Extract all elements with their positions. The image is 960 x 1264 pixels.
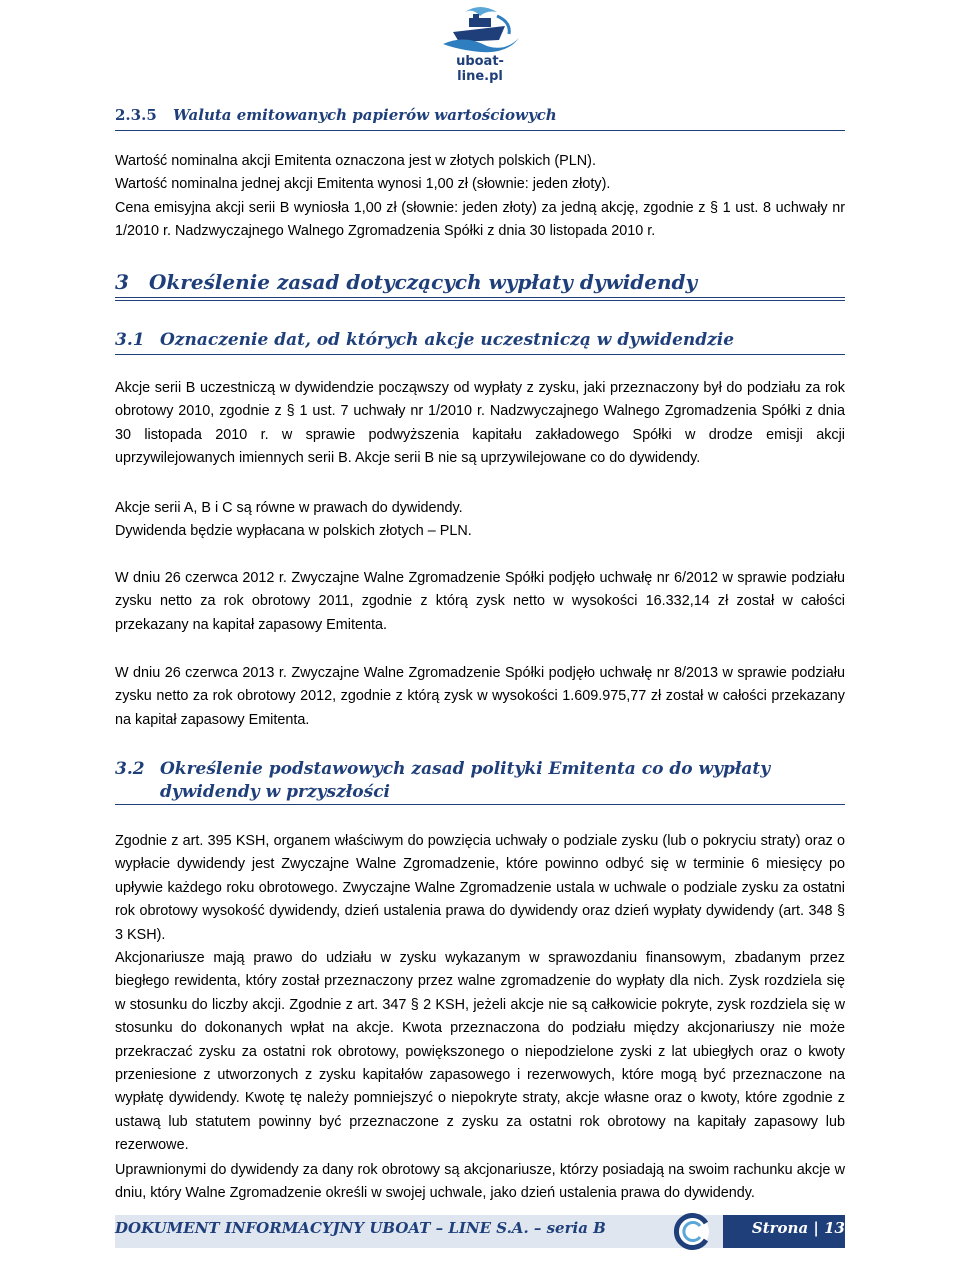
page-footer [115, 1215, 845, 1248]
chapter-number: 3 [115, 270, 129, 294]
footer-document-title: DOKUMENT INFORMACYJNY UBOAT – LINE S.A. – seria B [115, 1219, 606, 1237]
section-title: Określenie podstawowych zasad polityki Emitenta co do wypłaty dywidendy w przyszłości [160, 759, 771, 802]
footer-page-number [752, 1219, 845, 1237]
section-title: Oznaczenie dat, od których akcje uczestniczą w dywidendzie [160, 330, 735, 350]
section-number: 3.1 [115, 330, 145, 350]
ship-logo-icon [435, 4, 525, 56]
section-title: Waluta emitowanych papierów wartościowych [173, 106, 557, 124]
swirl-icon [670, 1213, 714, 1250]
paragraph-currency: Wartość nominalna akcji Emitenta oznaczona jest w złotych polskich (PLN). Wartość nominalna jednej akcji Emitenta wynosi 1,00 zł (słownie: jeden złoty). Cena emisyjna akcji serii B wyniosła 1,00 zł (słownie: jeden złoty) za jedną akcję, zgodnie z § 1 ust. 8 uchwały nr 1/2010 r. Nadzwyczajnego Walnego Zgromadzenia Spółki z dnia 30 listopada 2010 r. [115, 153, 845, 240]
section-rule [115, 804, 845, 805]
logo-text: uboat-line.pl [456, 54, 504, 84]
chapter-title: Określenie zasad dotyczących wypłaty dywidendy [149, 270, 698, 294]
paragraph-shareholders-rights: Akcjonariusze mają prawo do udziału w zysku wykazanym w sprawozdaniu finansowym, zbadanym przez biegłego rewidenta, który został przeznaczony przez walne zgromadzenie do wypłaty dla nich. Zysk rozdziela się w stosunku do liczby akcji. Zgodnie z art. 347 § 2 KSH, jeżeli akcje nie są całkowicie pokryte, zysk rozdziela się w stosunku do dokonanych wpłat na akcje. Kwota przeznaczona do podziału między akcjonariuszy nie może przekraczać zysku za ostatni rok obrotowy, powiększonego o niepodzielone zyski z lat ubiegłych oraz o kwoty przeniesione z utworzonych z zysku kapitałów zapasowego i rezerwowych, które mogą być przeznaczone na wypłatę dywidendy. Kwotę tę należy pomniejszyć o niepokryte straty, akcje własne oraz o kwoty, które zgodnie z ustawą lub statutem powinny być przeznaczone z zysku za ostatni rok obrotowy na kapitały zapasowy lub rezerwowe. [115, 950, 845, 1154]
section-rule [115, 130, 845, 131]
page-separator: | [813, 1219, 819, 1237]
paragraph-entitled-shareholders: Uprawnionymi do dywidendy za dany rok obrotowy są akcjonariusze, którzy posiadają na swoim rachunku akcje w dniu, który Walne Zgromadzenie określi w swojej uchwale, jako dzień ustalenia prawa do dywidendy. [115, 1162, 845, 1202]
paragraph-art-395: Zgodnie z art. 395 KSH, organem właściwym do powzięcia uchwały o podziale zysku (lub o pokryciu straty) oraz o wypłacie dywidendy jest Zwyczajne Walne Zgromadzenie, które powinno odbyć się w terminie 6 miesięcy po upływie każdego roku obrotowego. Zwyczajne Walne Zgromadzenie ustala w uchwale o podziale zysku za ostatni rok obrotowy wysokość dywidendy, dzień ustalenia prawa do dywidendy oraz dzień wypłaty dywidendy (art. 348 § 3 KSH). [115, 833, 845, 943]
paragraph-2012-resolution: W dniu 26 czerwca 2012 r. Zwyczajne Walne Zgromadzenie Spółki podjęło uchwałę nr 6/2012 w sprawie podziału zysku netto za rok obrotowy 2011, zgodnie z którą zysk netto w wysokości 16.332,14 zł został w całości przekazany na kapitał zapasowy Emitenta. [115, 570, 845, 633]
chapter-rule [115, 297, 845, 301]
paragraph-dividend-start: Akcje serii B uczestniczą w dywidendzie począwszy od wypłaty z zysku, jaki przeznaczony był do podziału za rok obrotowy 2010, zgodnie z § 1 ust. 7 uchwały nr 1/2010 r. Nadzwyczajnego Walnego Zgromadzenia Spółki z dnia 30 listopada 2010 r. w sprawie podwyższenia kapitału zakładowego Spółki w drodze emisji akcji uprzywilejowanych imiennych serii B. Akcje serii B nie są uprzywilejowane co do dywidendy. [115, 380, 845, 467]
company-logo [435, 4, 525, 84]
page-label: Strona [751, 1219, 809, 1237]
section-number: 2.3.5 [115, 106, 157, 124]
paragraph-2013-resolution: W dniu 26 czerwca 2013 r. Zwyczajne Walne Zgromadzenie Spółki podjęło uchwałę nr 8/2013 w sprawie podziału zysku netto za rok obrotowy 2012, zgodnie z którą zysk w wysokości 1.609.975,77 zł został w całości przekazany na kapitał zapasowy Emitenta. [115, 665, 845, 728]
section-rule [115, 354, 845, 355]
paragraph-equal-rights: Akcje serii A, B i C są równe w prawach do dywidendy. Dywidenda będzie wypłacana w polskich złotych – PLN. [115, 500, 472, 540]
page-number: 13 [824, 1219, 845, 1237]
section-number: 3.2 [115, 759, 145, 779]
